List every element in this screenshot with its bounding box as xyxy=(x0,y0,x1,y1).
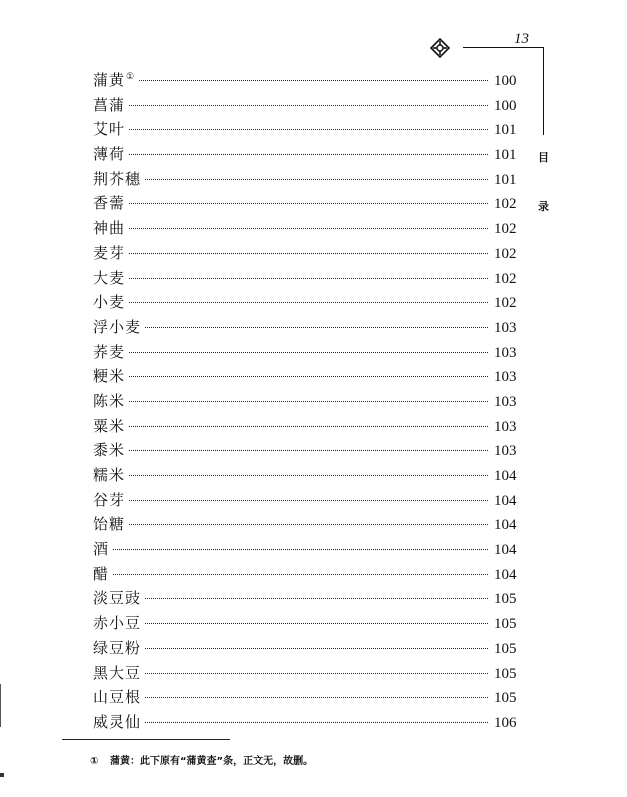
dot-leader xyxy=(129,426,488,427)
toc-entry-title xyxy=(93,266,125,291)
toc-entry-page: 102 xyxy=(494,196,517,213)
dot-leader xyxy=(145,327,488,328)
toc-entry-title-text: 赤小豆 xyxy=(93,614,142,633)
toc-entry-title xyxy=(93,93,125,118)
dot-leader xyxy=(129,500,488,501)
toc-entry-title xyxy=(93,241,125,266)
toc-entry[interactable] xyxy=(93,537,528,562)
toc-entry-title-text: 小麦 xyxy=(93,293,126,312)
toc-entry-page: 101 xyxy=(494,147,517,164)
toc-entry-page: 105 xyxy=(494,690,517,707)
toc-entry-title xyxy=(93,438,125,463)
toc-entry-page: 105 xyxy=(494,591,517,608)
toc-entry-title-text: 蒲黄 xyxy=(93,71,126,89)
toc-entry-page: 103 xyxy=(494,369,517,386)
toc-entry-title xyxy=(93,562,109,587)
scan-edge-mark xyxy=(0,773,4,777)
toc-entry-title-text: 黍米 xyxy=(93,441,126,460)
dot-leader xyxy=(145,179,488,180)
toc-entry-title-text: 淡豆豉 xyxy=(93,589,142,608)
dot-leader xyxy=(129,228,488,229)
toc-entry[interactable] xyxy=(93,488,528,513)
table-of-contents xyxy=(93,68,528,735)
toc-entry-title-text: 粳米 xyxy=(93,367,126,386)
dot-leader xyxy=(129,475,488,476)
toc-entry-title-text: 大麦 xyxy=(93,268,126,287)
toc-entry[interactable] xyxy=(93,685,528,710)
toc-entry[interactable] xyxy=(93,364,528,389)
toc-entry-page: 105 xyxy=(494,665,517,682)
toc-entry-page: 103 xyxy=(494,319,517,336)
toc-entry-title xyxy=(93,68,135,93)
toc-entry-title xyxy=(93,463,125,488)
toc-entry[interactable] xyxy=(93,512,528,537)
toc-entry-title-text: 山豆根 xyxy=(93,688,142,707)
dot-leader xyxy=(145,623,488,624)
toc-entry-page: 101 xyxy=(494,122,517,139)
dot-leader xyxy=(129,129,488,130)
toc-entry[interactable] xyxy=(93,710,528,735)
toc-entry-page: 104 xyxy=(494,468,517,484)
footnote-reference[interactable]: ① xyxy=(126,72,136,82)
toc-entry[interactable] xyxy=(93,93,528,118)
side-label-lu: 录 xyxy=(538,200,549,213)
toc-entry-title-text: 饴糖 xyxy=(93,515,126,534)
toc-entry[interactable] xyxy=(93,340,528,365)
toc-entry-page: 102 xyxy=(494,270,517,287)
toc-entry-title xyxy=(93,488,125,513)
side-label-mu: 目 xyxy=(538,151,549,164)
toc-entry[interactable] xyxy=(93,636,528,661)
toc-entry-title-text: 荆芥穗 xyxy=(93,169,142,188)
toc-entry-title-text: 威灵仙 xyxy=(93,712,142,731)
toc-entry[interactable] xyxy=(93,216,528,241)
toc-entry-title-text: 糯米 xyxy=(93,466,126,484)
dot-leader xyxy=(145,648,488,649)
toc-entry-page: 102 xyxy=(494,221,517,238)
toc-entry-page: 100 xyxy=(494,73,517,89)
toc-entry[interactable] xyxy=(93,463,528,488)
toc-entry[interactable] xyxy=(93,315,528,340)
toc-entry-title xyxy=(93,537,109,562)
toc-entry-page: 103 xyxy=(494,418,517,435)
toc-entry-title-text: 浮小麦 xyxy=(93,317,142,336)
toc-entry-page: 104 xyxy=(494,492,517,509)
toc-entry-title-text: 荞麦 xyxy=(93,342,126,361)
toc-entry[interactable] xyxy=(93,142,528,167)
dot-leader xyxy=(129,278,488,279)
toc-entry-title xyxy=(93,117,125,142)
page-number: 13 xyxy=(514,31,529,47)
toc-entry[interactable] xyxy=(93,117,528,142)
toc-entry-title-text: 粟米 xyxy=(93,416,126,435)
toc-entry-title xyxy=(93,315,141,340)
toc-entry-title xyxy=(93,710,141,735)
toc-entry-title-text: 薄荷 xyxy=(93,145,126,164)
toc-entry-page: 102 xyxy=(494,295,517,312)
toc-entry-title xyxy=(93,661,141,686)
toc-entry-title xyxy=(93,586,141,611)
toc-entry-title xyxy=(93,216,125,241)
toc-entry[interactable] xyxy=(93,266,528,291)
toc-entry[interactable] xyxy=(93,586,528,611)
toc-entry-page: 103 xyxy=(494,344,517,361)
dot-leader xyxy=(113,574,488,575)
toc-entry-title xyxy=(93,685,141,710)
footnote-text: 蒲黄：此下原有“蒲黄查”条，正文无，故删。 xyxy=(109,756,314,767)
toc-entry-title-text: 黑大豆 xyxy=(93,663,142,682)
dot-leader xyxy=(129,203,488,204)
toc-entry[interactable] xyxy=(93,661,528,686)
dot-leader xyxy=(145,598,488,599)
toc-entry-title xyxy=(93,389,125,414)
toc-entry-title xyxy=(93,636,141,661)
dot-leader xyxy=(113,549,488,550)
toc-entry-page: 104 xyxy=(494,517,517,534)
toc-entry-title xyxy=(93,167,141,192)
toc-entry-title-text: 菖蒲 xyxy=(93,95,126,114)
dot-leader xyxy=(129,302,488,303)
dot-leader xyxy=(129,105,488,106)
toc-entry[interactable] xyxy=(93,438,528,463)
toc-entry-title-text: 陈米 xyxy=(93,391,126,410)
toc-entry-title xyxy=(93,414,125,439)
footnote xyxy=(90,752,313,767)
toc-entry[interactable] xyxy=(93,414,528,439)
toc-entry[interactable] xyxy=(93,389,528,414)
dot-leader xyxy=(129,352,488,353)
toc-entry-page: 104 xyxy=(494,542,517,559)
toc-entry-title xyxy=(93,142,125,167)
toc-entry-title-text: 酒 xyxy=(93,540,110,559)
toc-entry[interactable] xyxy=(93,290,528,315)
dot-leader xyxy=(129,524,488,525)
toc-entry-page: 105 xyxy=(494,616,517,633)
toc-entry-page: 103 xyxy=(494,443,517,460)
scan-edge-line xyxy=(0,684,1,727)
dot-leader xyxy=(139,80,488,81)
toc-entry-page: 103 xyxy=(494,393,517,410)
toc-entry-title xyxy=(93,611,141,636)
toc-entry-title-text: 艾叶 xyxy=(93,120,126,139)
toc-entry[interactable] xyxy=(93,191,528,216)
toc-entry[interactable] xyxy=(93,68,528,93)
toc-entry-title-text: 绿豆粉 xyxy=(93,638,142,657)
toc-entry-title-text: 神曲 xyxy=(93,219,126,238)
toc-entry-page: 104 xyxy=(494,566,517,583)
dot-leader xyxy=(145,722,488,723)
toc-entry[interactable] xyxy=(93,241,528,266)
toc-entry[interactable] xyxy=(93,562,528,587)
dot-leader xyxy=(129,450,488,451)
toc-entry-title xyxy=(93,191,125,216)
toc-entry-page: 102 xyxy=(494,245,517,262)
dot-leader xyxy=(129,253,488,254)
toc-entry[interactable] xyxy=(93,167,528,192)
dot-leader xyxy=(129,154,488,155)
dot-leader xyxy=(145,697,488,698)
toc-entry-page: 100 xyxy=(494,97,517,114)
toc-entry-title-text: 谷芽 xyxy=(93,490,126,509)
toc-entry-title xyxy=(93,340,125,365)
toc-entry[interactable] xyxy=(93,611,528,636)
footnote-rule xyxy=(62,739,230,740)
toc-entry-page: 101 xyxy=(494,171,517,188)
dot-leader xyxy=(129,376,488,377)
toc-entry-title-text: 香薷 xyxy=(93,194,126,213)
dot-leader xyxy=(129,401,488,402)
dot-leader xyxy=(145,673,488,674)
toc-entry-page: 105 xyxy=(494,640,517,657)
header-rule xyxy=(463,47,544,48)
toc-entry-page: 106 xyxy=(494,714,517,731)
footnote-number: ① xyxy=(90,756,99,767)
toc-entry-title-text: 醋 xyxy=(93,564,110,583)
toc-entry-title xyxy=(93,364,125,389)
toc-entry-title-text: 麦芽 xyxy=(93,243,126,262)
toc-entry-title xyxy=(93,290,125,315)
toc-entry-title xyxy=(93,512,125,537)
diamond-ornament-icon xyxy=(430,38,450,58)
side-rule xyxy=(543,47,544,135)
